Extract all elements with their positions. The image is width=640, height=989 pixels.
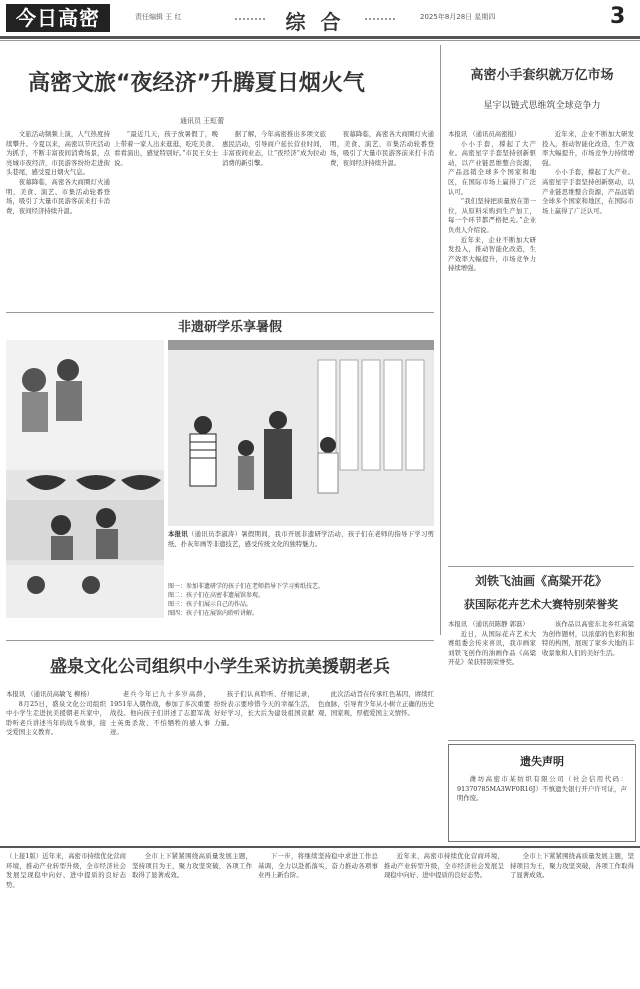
page-number: 3 — [610, 4, 626, 29]
bottom-paragraph: 全市上下紧紧围绕高质量发展主题，坚持项目为王，聚力攻坚突破，各项工作取得了显著成效。 — [132, 852, 252, 880]
article4-column-3 — [214, 690, 314, 838]
section-divider-left — [235, 18, 265, 20]
photo-group-left — [6, 340, 164, 618]
lost-notice-box — [448, 744, 636, 842]
article4-paragraph: 8月25日，盛泉文化公司组织中小学生走进抗美援朝老兵家中，聆听老兵讲述当年的战斗故事，接受爱国主义教育。 — [6, 699, 106, 737]
photo-notes — [168, 582, 434, 618]
exhibition-hall-photo-icon — [168, 340, 434, 526]
article1-column-1 — [6, 130, 110, 308]
photo-main — [168, 340, 434, 526]
photo-note: 图四：孩子们在展馆内聆听讲解。 — [168, 610, 259, 617]
bottom-column-5 — [510, 852, 634, 982]
bottom-rule — [0, 846, 640, 848]
photo-caption-lead: 本报讯 — [168, 530, 188, 538]
notice-text-block — [457, 775, 627, 804]
article2-paragraph: 近年来，企业不断加大研发投入，推动智能化改造，生产效率大幅提升，市场竞争力持续增强。 — [542, 130, 634, 167]
article1-column-4 — [330, 130, 434, 308]
section-divider-right — [365, 18, 395, 20]
bottom-lead: （上接1版） — [6, 852, 43, 860]
bottom-paragraph: 近年来，高密市持续优化营商环境，推动产业转型升级，全市经济社会发展呈现稳中向好、进中提质的良好态势。 — [384, 852, 504, 880]
photo-note: 图二：孩子们在高密非遗展馆参观。 — [168, 592, 265, 599]
article2-paragraph: “我们坚持把质量放在第一位，从原料采购到生产加工，每一个环节都严格把关。”企业负责人介绍说。 — [448, 197, 536, 234]
masthead-rule — [0, 36, 640, 39]
article1-paragraph: 夜幕降临，高密各大商圈灯火通明，美食、演艺、市集活动轮番登场，吸引了大量市民游客前来打卡消费，夜间经济持续升温。 — [6, 177, 110, 215]
article1-column-3 — [222, 130, 326, 308]
article2-paragraph: 近年来，企业不断加大研发投入，推动智能化改造，生产效率大幅提升，市场竞争力持续增强。 — [448, 235, 536, 273]
article4-headline: 盛泉文化公司组织中小学生采访抗美援朝老兵 — [50, 657, 390, 677]
section-rule — [6, 312, 434, 313]
article4-byline: 本报讯 （通讯员高敏飞 柳杨） — [6, 690, 94, 698]
article4-column-4 — [318, 690, 434, 838]
article2-subheadline: 星宇以链式思维筑全球竞争力 — [483, 101, 601, 111]
bottom-column-4 — [384, 852, 504, 982]
newspaper-logo: 今日高密 — [6, 4, 110, 32]
article1-headline: 高密文旅“夜经济”升腾夏日烟火气 — [28, 71, 365, 96]
article4-column-2 — [110, 690, 210, 838]
article3-paragraph: 近日，从国际花卉艺术大赛组委会传来喜讯，我市画家刘铁飞创作的油画作品《高粱开花》荣获特别荣誉奖。 — [448, 629, 536, 667]
nonlegacy-crafts-photo-icon — [6, 340, 164, 618]
issue-date: 2025年8月28日 星期四 — [420, 13, 496, 21]
article1-paragraph: “最近几天，孩子放暑假了，晚上带着一家人出来逛逛，吃吃美食、看看演出，感觉特别好。”市民王女士说。 — [114, 130, 218, 167]
section-rule — [6, 640, 434, 641]
article2-byline: 本报讯 （通讯员高密报） — [448, 130, 521, 138]
section-rule — [448, 566, 634, 567]
photo-feature-title: 非遗研学乐享暑假 — [177, 320, 282, 335]
article2-paragraph: 小小手套，撑起了大产业。高密星宇手套坚持创新驱动，以产业链思维整合资源，产品远销全球多个国家和地区，在国际市场上赢得了广泛认可。 — [542, 168, 634, 215]
article1-byline: 通讯员 王虹蕾 — [180, 117, 225, 125]
article2-column-2 — [542, 130, 634, 560]
bottom-column-1 — [6, 852, 126, 982]
article4-paragraph: 老兵今年已九十多岁高龄，1951年入朝作战，参加了多次重要战役。他向孩子们讲述了志愿军战士英勇杀敌、不怕牺牲的感人事迹。 — [110, 690, 210, 737]
article2-headline: 高密小手套织就万亿市场 — [470, 68, 614, 83]
article4-paragraph: 孩子们认真聆听、仔细记录，纷纷表示要珍惜今天的幸福生活，好好学习，长大后为建设祖国贡献力量。 — [214, 690, 314, 727]
article3-column-1 — [448, 620, 536, 730]
photo-caption-text: （通讯员李淑涛）暑假期间，我市开展非遗研学活动，孩子们在老师的指导下学习剪纸、扑灰年画等非遗技艺，感受传统文化的独特魅力。 — [168, 530, 434, 548]
notice-title: 遗失声明 — [520, 755, 564, 768]
bottom-paragraph: 近年来，高密市持续优化营商环境，推动产业转型升级，全市经济社会发展呈现稳中向好、进中提质的良好态势。 — [6, 852, 126, 889]
article3-subheadline: 获国际花卉艺术大赛特别荣誉奖 — [464, 598, 618, 611]
article1-paragraph: 文旅活动频频上演，人气热度持续攀升。今夏以来，高密以节庆活动为抓手，不断丰富夜间消费场景，点亮城市夜经济，市民游客纷纷走进街头巷尾，感受夏日烟火气息。 — [6, 130, 110, 177]
photo-note: 图一：参加非遗研学的孩子们在老师指导下学习剪纸技艺。 — [168, 583, 325, 590]
article3-column-2 — [542, 620, 634, 730]
section-rule — [448, 740, 634, 741]
masthead-rule-thin — [0, 40, 640, 41]
notice-text: 潍坊高密市某纺织有限公司（社会信用代码：91370785MA3WF0R16J）不慎遗失银行开户许可证，声明作废。 — [457, 775, 627, 803]
photo-caption-block — [168, 530, 434, 578]
article1-paragraph: 夜幕降临，高密各大商圈灯火通明，美食、演艺、市集活动轮番登场，吸引了大量市民游客前来打卡消费，夜间经济持续升温。 — [330, 130, 434, 167]
section-title: 综 合 — [285, 10, 345, 34]
article2-paragraph: 小小手套，撑起了大产业。高密星宇手套坚持创新驱动，以产业链思维整合资源，产品远销全球多个国家和地区，在国际市场上赢得了广泛认可。 — [448, 139, 536, 196]
bottom-column-2 — [132, 852, 252, 982]
article3-headline: 刘铁飞油画《高粱开花》 — [474, 574, 607, 588]
bottom-column-3 — [258, 852, 378, 982]
article1-paragraph: 据了解，今年高密推出多项文旅惠民活动，引导商户延长营业时间，丰富夜间业态，让“夜经济”成为拉动消费的新引擎。 — [222, 130, 326, 167]
article2-column-1 — [448, 130, 536, 560]
bottom-paragraph: 下一步，将继续坚持稳中求进工作总基调，全力以赴抓落实，奋力推动各项事业再上新台阶。 — [258, 852, 378, 880]
masthead — [0, 0, 640, 40]
bottom-paragraph: 全市上下紧紧围绕高质量发展主题，坚持项目为王，聚力攻坚突破，各项工作取得了显著成效。 — [510, 852, 634, 880]
article3-paragraph: 该作品以高密东北乡红高粱为创作题材，以浓郁的色彩和独特的构图，展现了家乡大地的丰收景象和人们的美好生活。 — [542, 620, 634, 657]
article1-column-2 — [114, 130, 218, 308]
article4-paragraph: 此次活动旨在传承红色基因，赓续红色血脉，引导青少年从小树立正确的历史观、国家观，厚植爱国主义情怀。 — [318, 690, 434, 718]
article3-byline: 本报讯 （通讯员陈静 郭磊） — [448, 620, 529, 628]
photo-note: 图三：孩子们展示自己的作品。 — [168, 601, 253, 608]
column-divider — [440, 45, 441, 635]
editor-credit: 责任编辑 王 红 — [135, 13, 182, 21]
article4-column-1 — [6, 690, 106, 838]
